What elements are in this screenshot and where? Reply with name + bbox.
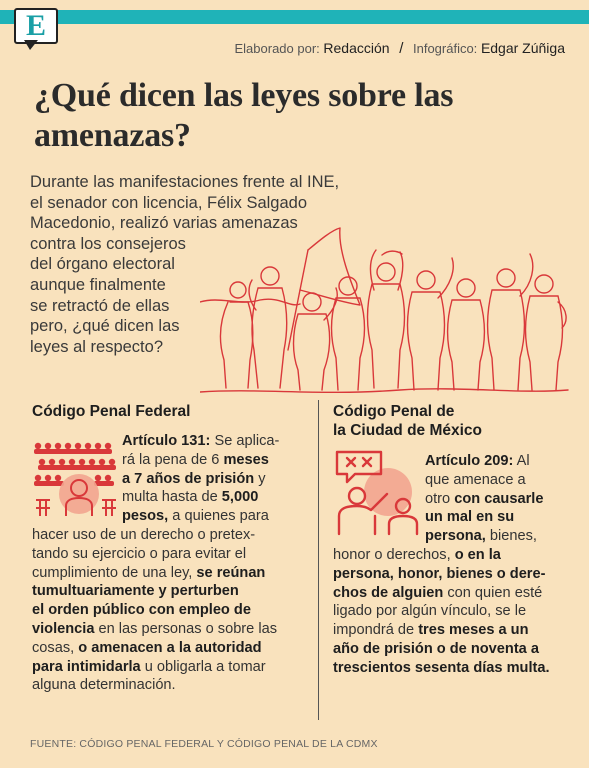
federal-text-segment: 5,000	[221, 489, 259, 506]
federal-line	[32, 582, 307, 601]
federal-text-segment: Artículo 131:	[122, 433, 211, 449]
cdmx-heading-line: la Ciudad de México	[333, 422, 483, 439]
intro-line: pero, ¿qué dicen las	[30, 317, 180, 336]
federal-text-segment: pesos,	[122, 508, 169, 525]
federal-heading: Código Penal Federal	[32, 403, 191, 420]
federal-line	[32, 526, 307, 545]
cdmx-text-segment: trescientos sesenta días multa.	[333, 659, 550, 676]
federal-text-segment: tumultuariamente y perturben	[32, 583, 239, 600]
logo-letter: E	[25, 9, 46, 42]
cdmx-text-segment: tres meses a un	[418, 622, 529, 639]
speech-bubble-icon	[24, 40, 38, 50]
federal-line	[32, 545, 307, 564]
intro-line: aunque finalmente	[30, 275, 166, 294]
cdmx-line	[333, 602, 578, 621]
infografico-label: Infográfico:	[412, 41, 478, 56]
federal-text-segment: u obligarla a tomar	[140, 658, 266, 675]
top-bar	[0, 10, 589, 24]
intro-line: Durante las manifestaciones frente al INE,	[30, 173, 340, 191]
cdmx-line	[333, 565, 578, 584]
cdmx-text-segment: ligado por algún vínculo, se le	[333, 603, 527, 620]
cdmx-heading	[333, 402, 482, 440]
cdmx-text-segment: con quien esté	[443, 584, 543, 601]
federal-line	[32, 639, 307, 658]
elaborado-label: Elaborado por:	[234, 41, 320, 56]
intro-line: leyes al respecto?	[30, 337, 163, 356]
cdmx-line	[333, 546, 578, 565]
cdmx-text-segment: Artículo 209:	[425, 453, 514, 469]
federal-text-segment: multa hasta de	[122, 489, 222, 506]
federal-text-segment: o amenacen a la autoridad	[78, 639, 262, 656]
federal-line	[32, 507, 307, 526]
federal-text-segment: rá la pena de 6	[122, 451, 224, 468]
cdmx-line	[333, 490, 578, 509]
federal-text-segment: hacer uso de un derecho o pretex-	[32, 526, 256, 543]
federal-line	[32, 470, 307, 489]
cdmx-text-segment: honor o derechos,	[333, 546, 455, 563]
credits-separator: /	[399, 40, 404, 57]
federal-text-segment: cosas,	[32, 639, 79, 656]
cdmx-text	[333, 452, 578, 678]
column-divider	[318, 400, 319, 720]
intro-line: Macedonio, realizó varias amenazas	[30, 214, 298, 233]
cdmx-text-segment: que amenace a	[425, 471, 526, 488]
cdmx-heading-line: Código Penal de	[333, 403, 455, 420]
cdmx-text-segment: Al	[513, 453, 530, 469]
federal-text-segment: cumplimiento de una ley,	[32, 564, 197, 581]
federal-line	[32, 676, 307, 695]
federal-line	[32, 620, 307, 639]
intro-line: del órgano electoral	[30, 255, 175, 274]
federal-text-segment: para intimidarla	[32, 658, 141, 675]
federal-line	[32, 488, 307, 507]
intro-line: se retractó de ellas	[30, 296, 170, 315]
crowd-line-drawing-icon	[200, 210, 570, 395]
publication-logo	[14, 8, 58, 44]
cdmx-text-segment: o en la	[454, 546, 501, 563]
federal-text-segment: se reúnan	[196, 564, 266, 581]
cdmx-line	[333, 584, 578, 603]
cdmx-line	[333, 640, 578, 659]
cdmx-line	[333, 452, 578, 471]
federal-text-segment: y	[254, 470, 266, 487]
cdmx-text-segment: persona,	[425, 528, 486, 545]
source-note: FUENTE: CÓDIGO PENAL FEDERAL Y CÓDIGO PENAL DE LA CDMX	[30, 738, 378, 750]
federal-text-segment: tando su ejercicio o para evitar el	[32, 545, 247, 562]
intro-line: contra los consejeros	[30, 234, 186, 253]
cdmx-text-segment: año de prisión o de noventa a	[333, 640, 539, 657]
cdmx-text-segment: persona, honor, bienes o dere-	[333, 565, 546, 582]
federal-text-segment: el orden público con empleo de	[32, 602, 251, 619]
cdmx-line	[333, 621, 578, 640]
federal-text-segment: alguna determinación.	[32, 677, 176, 694]
page-title	[34, 76, 564, 156]
federal-line	[32, 432, 307, 451]
intro-line: el senador con licencia, Félix Salgado	[30, 193, 307, 212]
cdmx-text-segment: chos de alguien	[333, 584, 444, 601]
elaborado-name: Redacción	[323, 40, 390, 56]
federal-text-segment: Se aplica-	[210, 433, 280, 449]
cdmx-text-segment: otro	[425, 490, 455, 507]
federal-text-segment: en las personas o sobre las	[94, 620, 277, 637]
federal-text-segment: a 7 años de prisión	[122, 470, 255, 487]
cdmx-text-segment: impondrá de	[333, 622, 419, 639]
federal-text-segment: violencia	[32, 620, 95, 637]
federal-text	[32, 432, 307, 695]
federal-line	[32, 451, 307, 470]
cdmx-line	[333, 527, 578, 546]
federal-line	[32, 658, 307, 677]
title-line: ¿Qué dicen las leyes sobre las	[34, 77, 454, 114]
credits	[235, 40, 566, 57]
federal-text-segment: meses	[223, 451, 269, 468]
title-line: amenazas?	[34, 117, 191, 154]
federal-line	[32, 564, 307, 583]
cdmx-text-segment: con causarle	[454, 490, 544, 507]
federal-text-segment: a quienes para	[168, 508, 269, 525]
cdmx-line	[333, 508, 578, 527]
cdmx-text-segment: bienes,	[485, 528, 537, 545]
cdmx-text-segment: un mal en su	[425, 509, 515, 526]
infografico-name: Edgar Zúñiga	[480, 40, 565, 56]
federal-line	[32, 601, 307, 620]
cdmx-line	[333, 471, 578, 490]
cdmx-line	[333, 659, 578, 678]
